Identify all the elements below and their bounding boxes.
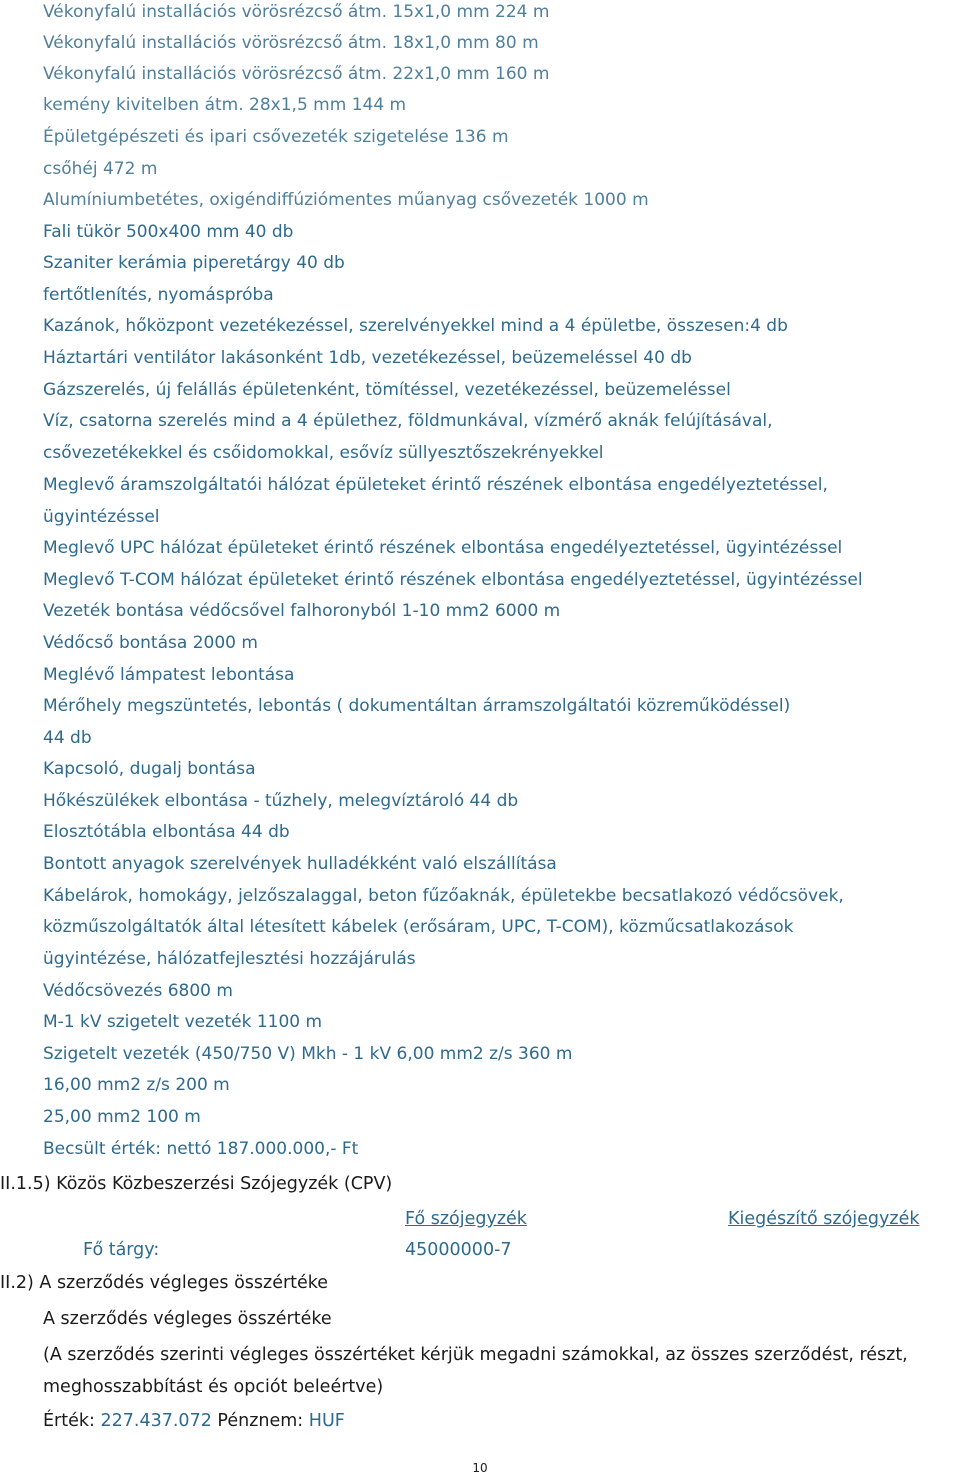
item-line: csővezetékekkel és csőidomokkal, esővíz süllyesztőszekrényekkel — [43, 443, 604, 463]
item-line: Meglévő lámpatest lebontása — [43, 665, 295, 685]
item-line: Szigetelt vezeték (450/750 V) Mkh - 1 kV 6,00 mm2 z/s 360 m — [43, 1044, 573, 1064]
item-line: ügyintézése, hálózatfejlesztési hozzájárulás — [43, 949, 416, 969]
page-number: 10 — [472, 1461, 488, 1475]
item-line: Bontott anyagok szerelvények hulladékként való elszállítása — [43, 854, 557, 874]
estimated-value-line: Becsült érték: nettó 187.000.000,- Ft — [43, 1139, 359, 1159]
item-line: Vékonyfalú installációs vörösrézcső átm. 18x1,0 mm 80 m — [43, 33, 539, 53]
main-object-label: Fő tárgy: — [83, 1240, 160, 1260]
item-line: Vékonyfalú installációs vörösrézcső átm. 15x1,0 mm 224 m — [43, 2, 550, 22]
item-line: Háztartári ventilátor lakásonként 1db, vezetékezéssel, beüzemeléssel 40 db — [43, 348, 692, 368]
item-line: Meglevő UPC hálózat épületeket érintő részének elbontása engedélyeztetéssel, ügyintézéssel — [43, 538, 843, 558]
contract-value-row — [43, 1410, 345, 1432]
item-line: ügyintézéssel — [43, 507, 160, 527]
item-line: Fali tükör 500x400 mm 40 db — [43, 222, 294, 242]
currency-code: HUF — [308, 1411, 345, 1431]
item-line: Meglevő T-COM hálózat épületeket érintő részének elbontása engedélyeztetéssel, ügyintézéssel — [43, 570, 863, 590]
item-line: kemény kivitelben átm. 28x1,5 mm 144 m — [43, 95, 407, 115]
item-line: Elosztótábla elbontása 44 db — [43, 822, 290, 842]
item-line: Alumíniumbetétes, oxigéndiffúziómentes műanyag csővezeték 1000 m — [43, 190, 649, 210]
item-line: Kábelárok, homokágy, jelzőszalaggal, beton fűzőaknák, épületekbe becsatlakozó védőcsövek, — [43, 886, 844, 906]
value-label: Érték: — [43, 1411, 95, 1431]
item-line: Kazánok, hőközpont vezetékezéssel, szerelvényekkel mind a 4 épületbe, összesen:4 db — [43, 316, 788, 336]
contract-value-note: (A szerződés szerinti végleges összértéket kérjük megadni számokkal, az összes szerződést, részt, — [43, 1345, 908, 1365]
item-line: Védőcsövezés 6800 m — [43, 981, 233, 1001]
item-line: csőhéj 472 m — [43, 159, 158, 179]
currency-label: Pénznem: — [217, 1411, 304, 1431]
cpv-section-heading: II.1.5) Közös Közbeszerzési Szójegyzék (CPV) — [0, 1174, 393, 1194]
item-line: Gázszerelés, új felállás épületenként, tömítéssel, vezetékezéssel, beüzemeléssel — [43, 380, 731, 400]
item-line: M-1 kV szigetelt vezeték 1100 m — [43, 1012, 323, 1032]
main-object-cpv-code: 45000000-7 — [405, 1240, 512, 1260]
item-line: 16,00 mm2 z/s 200 m — [43, 1075, 230, 1095]
item-line: Mérőhely megszüntetés, lebontás ( dokumentáltan árramszolgáltatói közreműködéssel) — [43, 696, 791, 716]
contract-value-note-cont: meghosszabbítást és opciót beleértve) — [43, 1377, 384, 1397]
item-line: Meglevő áramszolgáltatói hálózat épületeket érintő részének elbontása engedélyeztetéssel, — [43, 475, 828, 495]
item-line: Víz, csatorna szerelés mind a 4 épülethez, földmunkával, vízmérő aknák felújításával, — [43, 411, 773, 431]
supplementary-vocabulary-link[interactable]: Kiegészítő szójegyzék — [728, 1209, 920, 1229]
item-line: Vezeték bontása védőcsővel falhoronyból 1-10 mm2 6000 m — [43, 601, 561, 621]
contract-value-heading: II.2) A szerződés végleges összértéke — [0, 1273, 329, 1293]
contract-value-subheading: A szerződés végleges összértéke — [43, 1309, 332, 1329]
item-line: fertőtlenítés, nyomáspróba — [43, 285, 274, 305]
item-line: Vékonyfalú installációs vörösrézcső átm. 22x1,0 mm 160 m — [43, 64, 550, 84]
item-line: Védőcső bontása 2000 m — [43, 633, 258, 653]
value-amount: 227.437.072 — [100, 1411, 212, 1431]
item-line: 44 db — [43, 728, 92, 748]
item-line: 25,00 mm2 100 m — [43, 1107, 201, 1127]
item-line: Hőkészülékek elbontása - tűzhely, melegvíztároló 44 db — [43, 791, 519, 811]
item-line: Kapcsoló, dugalj bontása — [43, 759, 256, 779]
main-vocabulary-link[interactable]: Fő szójegyzék — [405, 1209, 527, 1229]
item-line: Épületgépészeti és ipari csővezeték szigetelése 136 m — [43, 127, 509, 147]
item-line: Szaniter kerámia piperetárgy 40 db — [43, 253, 345, 273]
item-line: közműszolgáltatók által létesített kábelek (erősáram, UPC, T-COM), közműcsatlakozások — [43, 917, 794, 937]
